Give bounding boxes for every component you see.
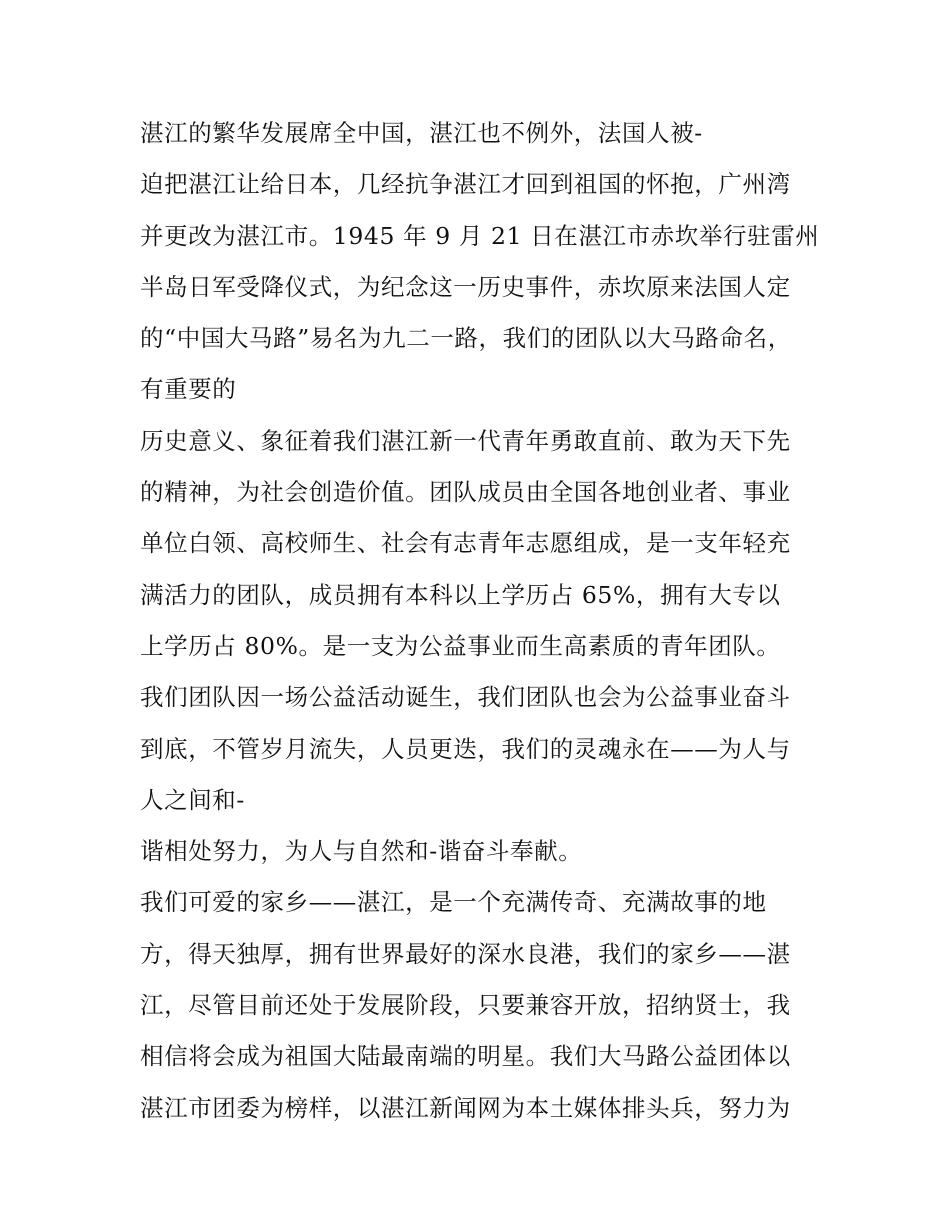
text-line: 的精神，为社会创造价值。团队成员由全国各地创业者、事业 [140, 478, 791, 507]
text-line: 单位白领、高校师生、社会有志青年志愿组成，是一支年轻充 [140, 529, 791, 558]
body-text [140, 108, 820, 1134]
text-line: 迫把湛江让给日本，几经抗争湛江才回到祖国的怀抱，广州湾 [140, 170, 791, 199]
text-line: 历史意义、象征着我们湛江新一代青年勇敢直前、敢为天下先 [140, 426, 791, 455]
text-line: 我们团队因一场公益活动诞生，我们团队也会为公益事业奋斗 [140, 683, 791, 712]
text-line: 满活力的团队，成员拥有本科以上学历占 65%，拥有大专以 [140, 580, 781, 609]
text-line: 半岛日军受降仪式，为纪念这一历史事件，赤坎原来法国人定 [140, 272, 791, 301]
text-line: 到底，不管岁月流失，人员更迭，我们的灵魂永在——为人与 [140, 734, 791, 763]
text-line: 我们可爱的家乡——湛江，是一个充满传奇、充满故事的地 [140, 888, 767, 917]
text-line: 并更改为湛江市。1945 年 9 月 21 日在湛江市赤坎举行驻雷州 [140, 221, 820, 250]
text-line: 湛江市团委为榜样，以湛江新闻网为本土媒体排头兵，努力为 [140, 1093, 791, 1122]
text-line: 有重要的 [140, 375, 237, 404]
text-line: 相信将会成为祖国大陆最南端的明星。我们大马路公益团体以 [140, 1042, 791, 1071]
text-line: 的“中国大马路”易名为九二一路，我们的团队以大马路命名， [140, 324, 792, 353]
text-line: 人之间和- [140, 785, 245, 814]
text-line: 湛江的繁华发展席全中国，湛江也不例外，法国人被- [140, 119, 703, 147]
text-line: 江，尽管目前还处于发展阶段，只要兼容开放，招纳贤士，我 [140, 991, 791, 1020]
text-line: 谐相处努力，为人与自然和-谐奋斗奉献。 [140, 837, 583, 866]
text-line: 上学历占 80%。是一支为公益事业而生高素质的青年团队。 [140, 631, 781, 660]
text-line: 方，得天独厚，拥有世界最好的深水良港，我们的家乡——湛 [140, 939, 791, 968]
